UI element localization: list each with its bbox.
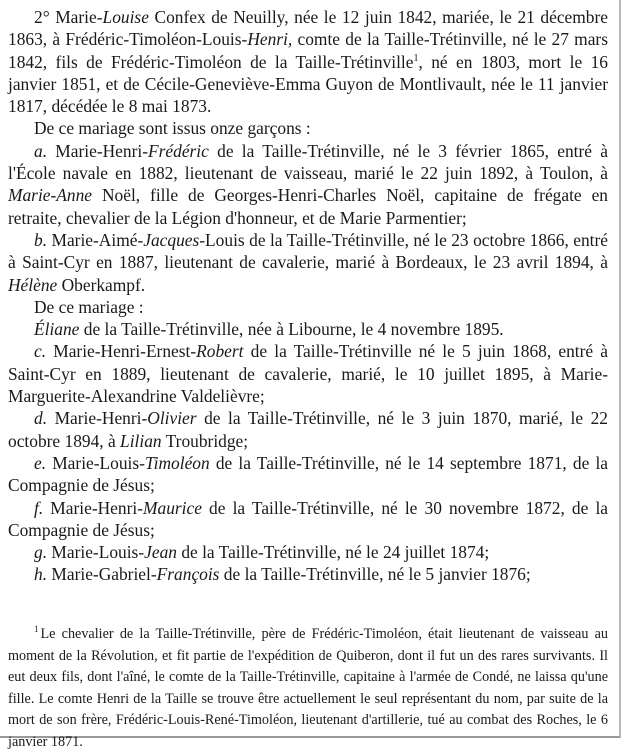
text-run: Marie-Louis-: [47, 542, 145, 563]
italic-name: Jean: [144, 542, 177, 563]
text-run: Marie-Gabriel-: [47, 564, 157, 585]
child-entry-e: [8, 452, 608, 497]
child-entry-f: [8, 497, 608, 542]
italic-name: Frédéric: [148, 140, 209, 161]
child-entry-h: [8, 563, 608, 585]
italic-name: Henri,: [247, 29, 293, 50]
entry-letter: f.: [34, 497, 44, 518]
text-run: comte de la Taille-Trétinville, né le 27 mars 1842, fils de Frédéric-Timoléon de la Taille-Trétinville: [8, 29, 608, 72]
italic-name: François: [156, 564, 220, 585]
footnotes: [8, 624, 608, 754]
text-run: Marie-Henri-Ernest-: [46, 341, 197, 362]
text-run: Confex de Neuilly, née le 12 juin 1842, mariée, le 21 décembre 1863, à Frédéric-Timoléon-Louis-: [8, 7, 608, 50]
footnote-mark: 1: [34, 624, 39, 635]
child-entry-d: [8, 407, 608, 452]
text-run: de la Taille-Trétinville, né le 3 février 1865, entré à l'École navale en 1882, lieutenant de vaisseau, marié le 22 juin 1892, à Toulon, à: [8, 140, 608, 184]
entry-letter: c.: [34, 341, 47, 362]
grandchild-entry: [8, 318, 608, 340]
italic-name: Robert: [196, 341, 244, 362]
body-text: [8, 6, 608, 586]
text-run: Oberkampf.: [57, 274, 146, 295]
text-run: de la Taille-Trétinville né le 5 juin 1868, entré à Saint-Cyr en 1889, lieutenant de cavalerie, marié, le 10 juillet 1895, à Marie-Marguerite-Alexandrine Valdelièvre;: [8, 341, 608, 407]
entry-letter: d.: [34, 408, 48, 429]
text-run: Noël, fille de Georges-Henri-Charles Noël, capitaine de frégate en retraite, chevalier de la Légion d'honneur, et de Marie Parmentier;: [8, 185, 608, 228]
text-run: , né en 1803, mort le 16 janvier 1851, et de Cécile-Geneviève-Emma Guyon de Montlivault, née le 11 janvier 1817, décédée le 8 mai 1873.: [8, 51, 608, 117]
intro-paragraph: [8, 6, 608, 117]
child-entry-b: [8, 229, 608, 296]
italic-name: Louise: [102, 7, 149, 27]
footnote-1: [8, 624, 608, 754]
text-run: de la Taille-Trétinville, né le 3 juin 1870, marié, le 22 octobre 1894, à: [8, 408, 608, 451]
child-entry-c: [8, 340, 608, 407]
italic-name: Maurice: [143, 497, 202, 518]
text-run: Marie-: [49, 7, 103, 27]
text-run: -Louis de la Taille-Trétinville, né le 23 octobre 1866, entré à Saint-Cyr en 1887, lieutenant de cavalerie, marié à Bordeaux, le 23 avril 1894, à: [8, 229, 609, 273]
footnote-reference[interactable]: 1: [413, 52, 419, 64]
footnote-text: Le chevalier de la Taille-Trétinville, père de Frédéric-Timoléon, était lieutenant de vaisseau au moment de la Révolution, et fit partie de l'expédition de Quiberon, dont il fut un des rares survivants. Il eut deux fils, dont l'aîné, le comte de la Taille-Trétinville, capitaine à l'armée de Condé, ne laissa qu'une fille. Le comte Henri de la Taille se trouve être actuellement le seul représentant du nom, par suite de la mort de son frère, Frédéric-Louis-René-Timoléon, lieutenant d'artillerie, tué au combat des Roches, le 6 janvier 1871.: [8, 626, 608, 750]
issue-line-b: De ce mariage :: [34, 296, 144, 317]
entry-letter: g.: [34, 542, 48, 563]
italic-name: Marie-Anne: [8, 185, 93, 206]
italic-name: Olivier: [147, 408, 197, 429]
issue-line: De ce mariage sont issus onze garçons :: [34, 118, 311, 139]
entry-letter: h.: [34, 564, 48, 585]
text-run: de la Taille-Trétinville, né le 5 janvier 1876;: [219, 564, 531, 585]
italic-name: Timoléon: [144, 452, 210, 473]
entry-letter: b.: [34, 229, 48, 250]
text-run: Marie-Aimé-: [47, 229, 144, 250]
child-entry-a: [8, 140, 608, 229]
italic-name: Éliane: [34, 319, 80, 340]
text-run: de la Taille-Trétinville, né le 24 juillet 1874;: [176, 542, 490, 563]
italic-name: Lilian: [120, 430, 162, 451]
child-entry-g: [8, 541, 608, 563]
text-run: Marie-Henri-: [47, 140, 149, 161]
italic-name: Jacques: [143, 229, 200, 250]
text-run: de la Taille-Trétinville, né le 30 novembre 1872, de la Compagnie de Jésus;: [8, 497, 608, 540]
text-run: Marie-Henri-: [43, 497, 144, 518]
text-run: de la Taille-Trétinville, né le 14 septembre 1871, de la Compagnie de Jésus;: [8, 452, 608, 496]
text-run: Marie-Louis-: [46, 452, 145, 473]
text-run: de la Taille-Trétinville, née à Libourne, le 4 novembre 1895.: [79, 319, 504, 340]
entry-letter: e.: [34, 452, 47, 473]
text-run: Marie-Henri-: [47, 408, 148, 429]
text-run: Troubridge;: [161, 430, 249, 451]
entry-number: 2°: [34, 7, 50, 27]
italic-name: Hélène: [8, 274, 58, 295]
entry-letter: a.: [34, 140, 48, 161]
